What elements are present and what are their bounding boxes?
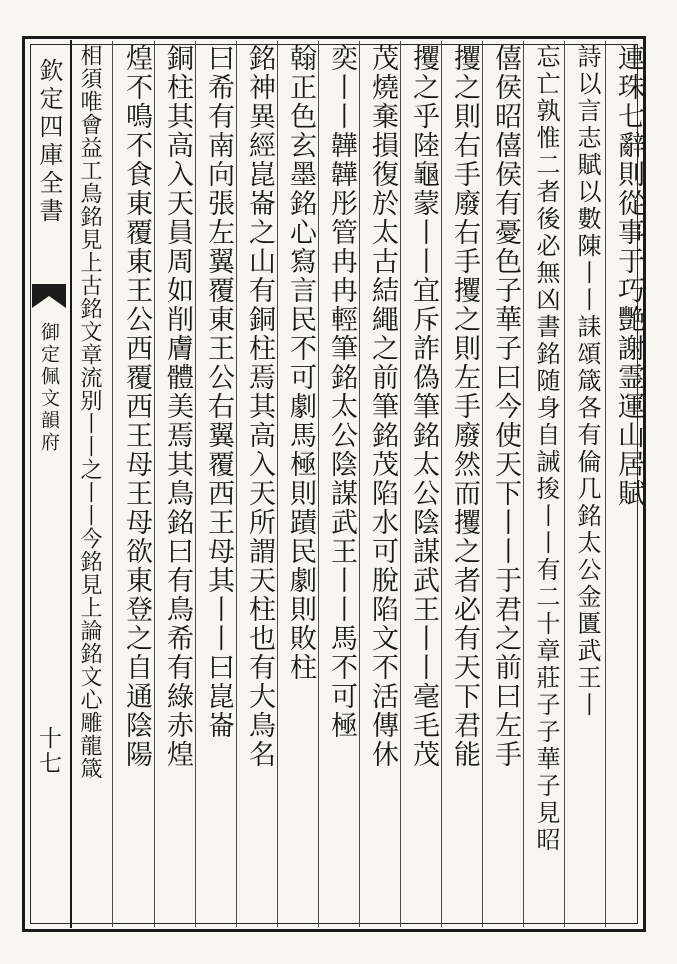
text-column: 忘亡孰惟二者後必無凶書銘随身自誡捘丨丨有二十章莊子子華子見昭 [532, 44, 560, 854]
book-subtitle: 御定佩文韻府 [38, 322, 60, 454]
page-number: 十七 [35, 726, 61, 776]
text-column: 奕丨丨韡韡彤管冉冉輕筆銘太公陰謀武王丨丨馬不可極 [326, 44, 357, 740]
text-column: 煌不鳴不食東覆東王公西覆西王母王母欲東登之自通陰陽 [121, 44, 152, 769]
fish-tail-ornament-icon [30, 282, 68, 312]
text-column: 銅柱其高入天員周如削膚體美焉其鳥銘曰有鳥希有綠赤煌 [162, 44, 193, 769]
text-column: 攫之則右手廢右手攫之則左手廢然而攫之者必有天下君能 [449, 44, 480, 769]
text-column: 連珠七辭則從事于巧艷謝霊運山居賦 [613, 44, 644, 508]
column-rule [112, 41, 113, 927]
text-column: 詩以言志賦以數陳丨丨誄頌箴各有倫几銘太公金匱武王丨 [573, 44, 601, 719]
text-column: 僖侯昭僖侯有憂色子華子曰今使天下丨丨于君之前曰左手 [490, 44, 521, 769]
text-column: 曰希有南向張左翼覆東王公右翼覆西王母其丨丨曰崑崙 [203, 44, 234, 740]
text-column: 茂燒棄損復於太古結繩之前筆銘茂陷水可脫陷文不活傳休 [367, 44, 398, 769]
book-title: 欽定四庫全書 [35, 58, 63, 226]
text-column: 相須唯會益工鳥銘見上古銘文章流别丨丨之丨丨今銘見上論銘文心雕龍箴 [77, 44, 102, 780]
text-column: 銘神異經崑崙之山有銅柱焉其高入天所謂天柱也有大鳥名 [244, 44, 275, 769]
text-column: 攫之乎陸龜蒙丨丨宜斥詐偽筆銘太公陰謀武王丨丨毫毛茂 [408, 44, 439, 769]
text-column: 翰正色玄墨銘心寫言民不可劇馬極則蹟民劇則敗柱 [285, 44, 316, 682]
